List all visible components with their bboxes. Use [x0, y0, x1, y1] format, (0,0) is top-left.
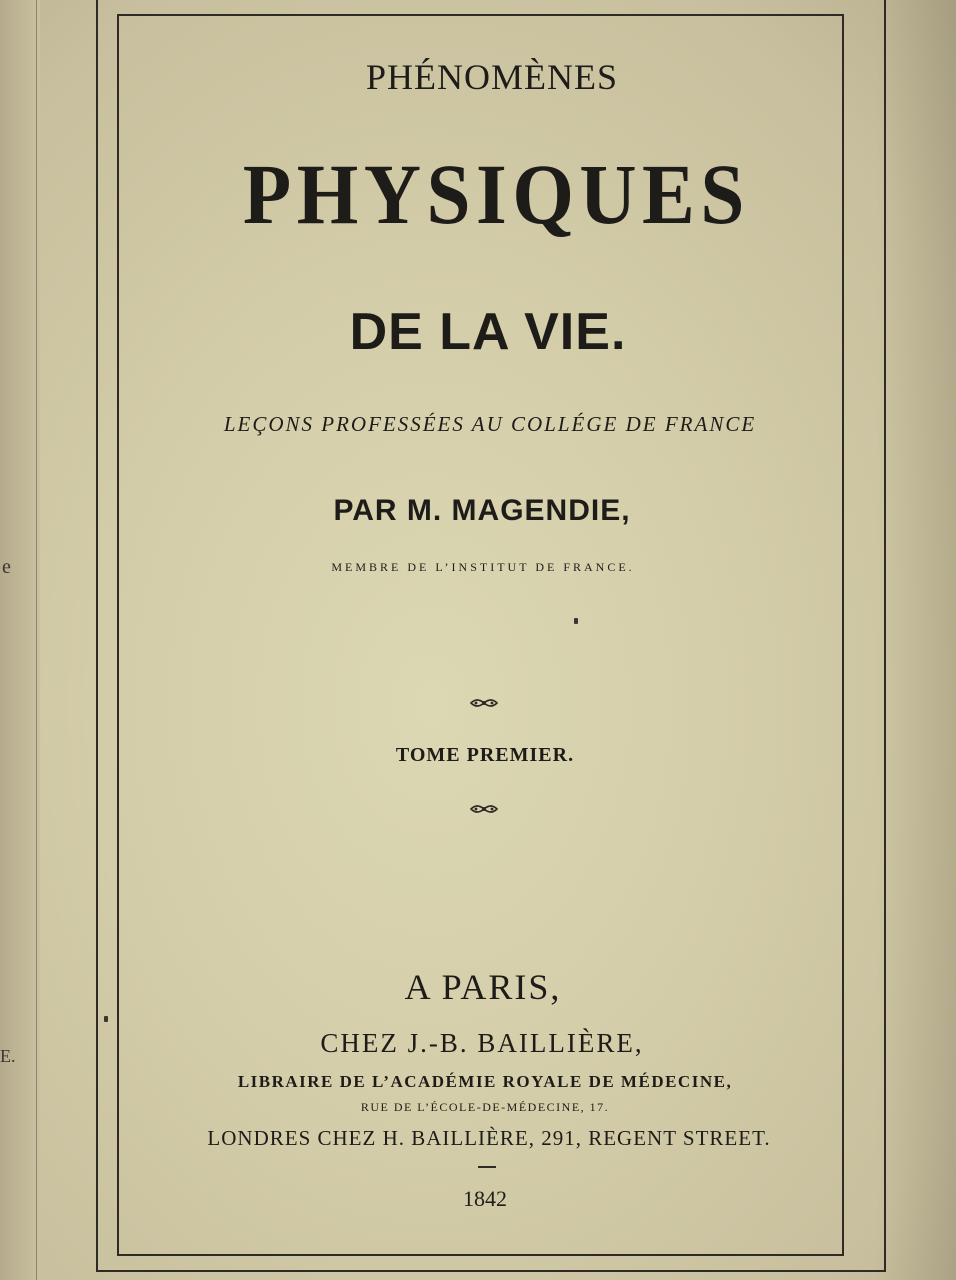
left-page-fragment: e [2, 556, 11, 578]
ink-speck [574, 618, 578, 624]
divider [478, 1166, 496, 1168]
year: 1842 [463, 1186, 507, 1211]
place: A PARIS, [404, 967, 562, 1007]
ink-speck [104, 1016, 108, 1022]
subtitle: LEÇONS PROFESSÉES AU COLLÉGE DE FRANCE [223, 412, 757, 436]
fleuron-icon [469, 802, 499, 816]
title-line-1: PHÉNOMÈNES [365, 57, 618, 97]
publisher-address: RUE DE L’ÉCOLE-DE-MÉDECINE, 17. [360, 1100, 610, 1114]
london-publisher: LONDRES CHEZ H. BAILLIÈRE, 291, REGENT STREET. [207, 1126, 771, 1150]
volume: TOME PREMIER. [395, 744, 575, 766]
fleuron-icon [469, 696, 499, 710]
publisher-title: LIBRAIRE DE L’ACADÉMIE ROYALE DE MÉDECINE, [237, 1072, 733, 1091]
author-title: MEMBRE DE L’INSTITUT DE FRANCE. [331, 560, 635, 574]
title-line-3: DE LA VIE. [349, 303, 627, 361]
title-line-2: PHYSIQUES [242, 146, 750, 242]
left-page-fragment: E. [0, 1046, 16, 1066]
author: PAR M. MAGENDIE, [333, 494, 631, 527]
publisher: CHEZ J.-B. BAILLIÈRE, [320, 1028, 644, 1058]
